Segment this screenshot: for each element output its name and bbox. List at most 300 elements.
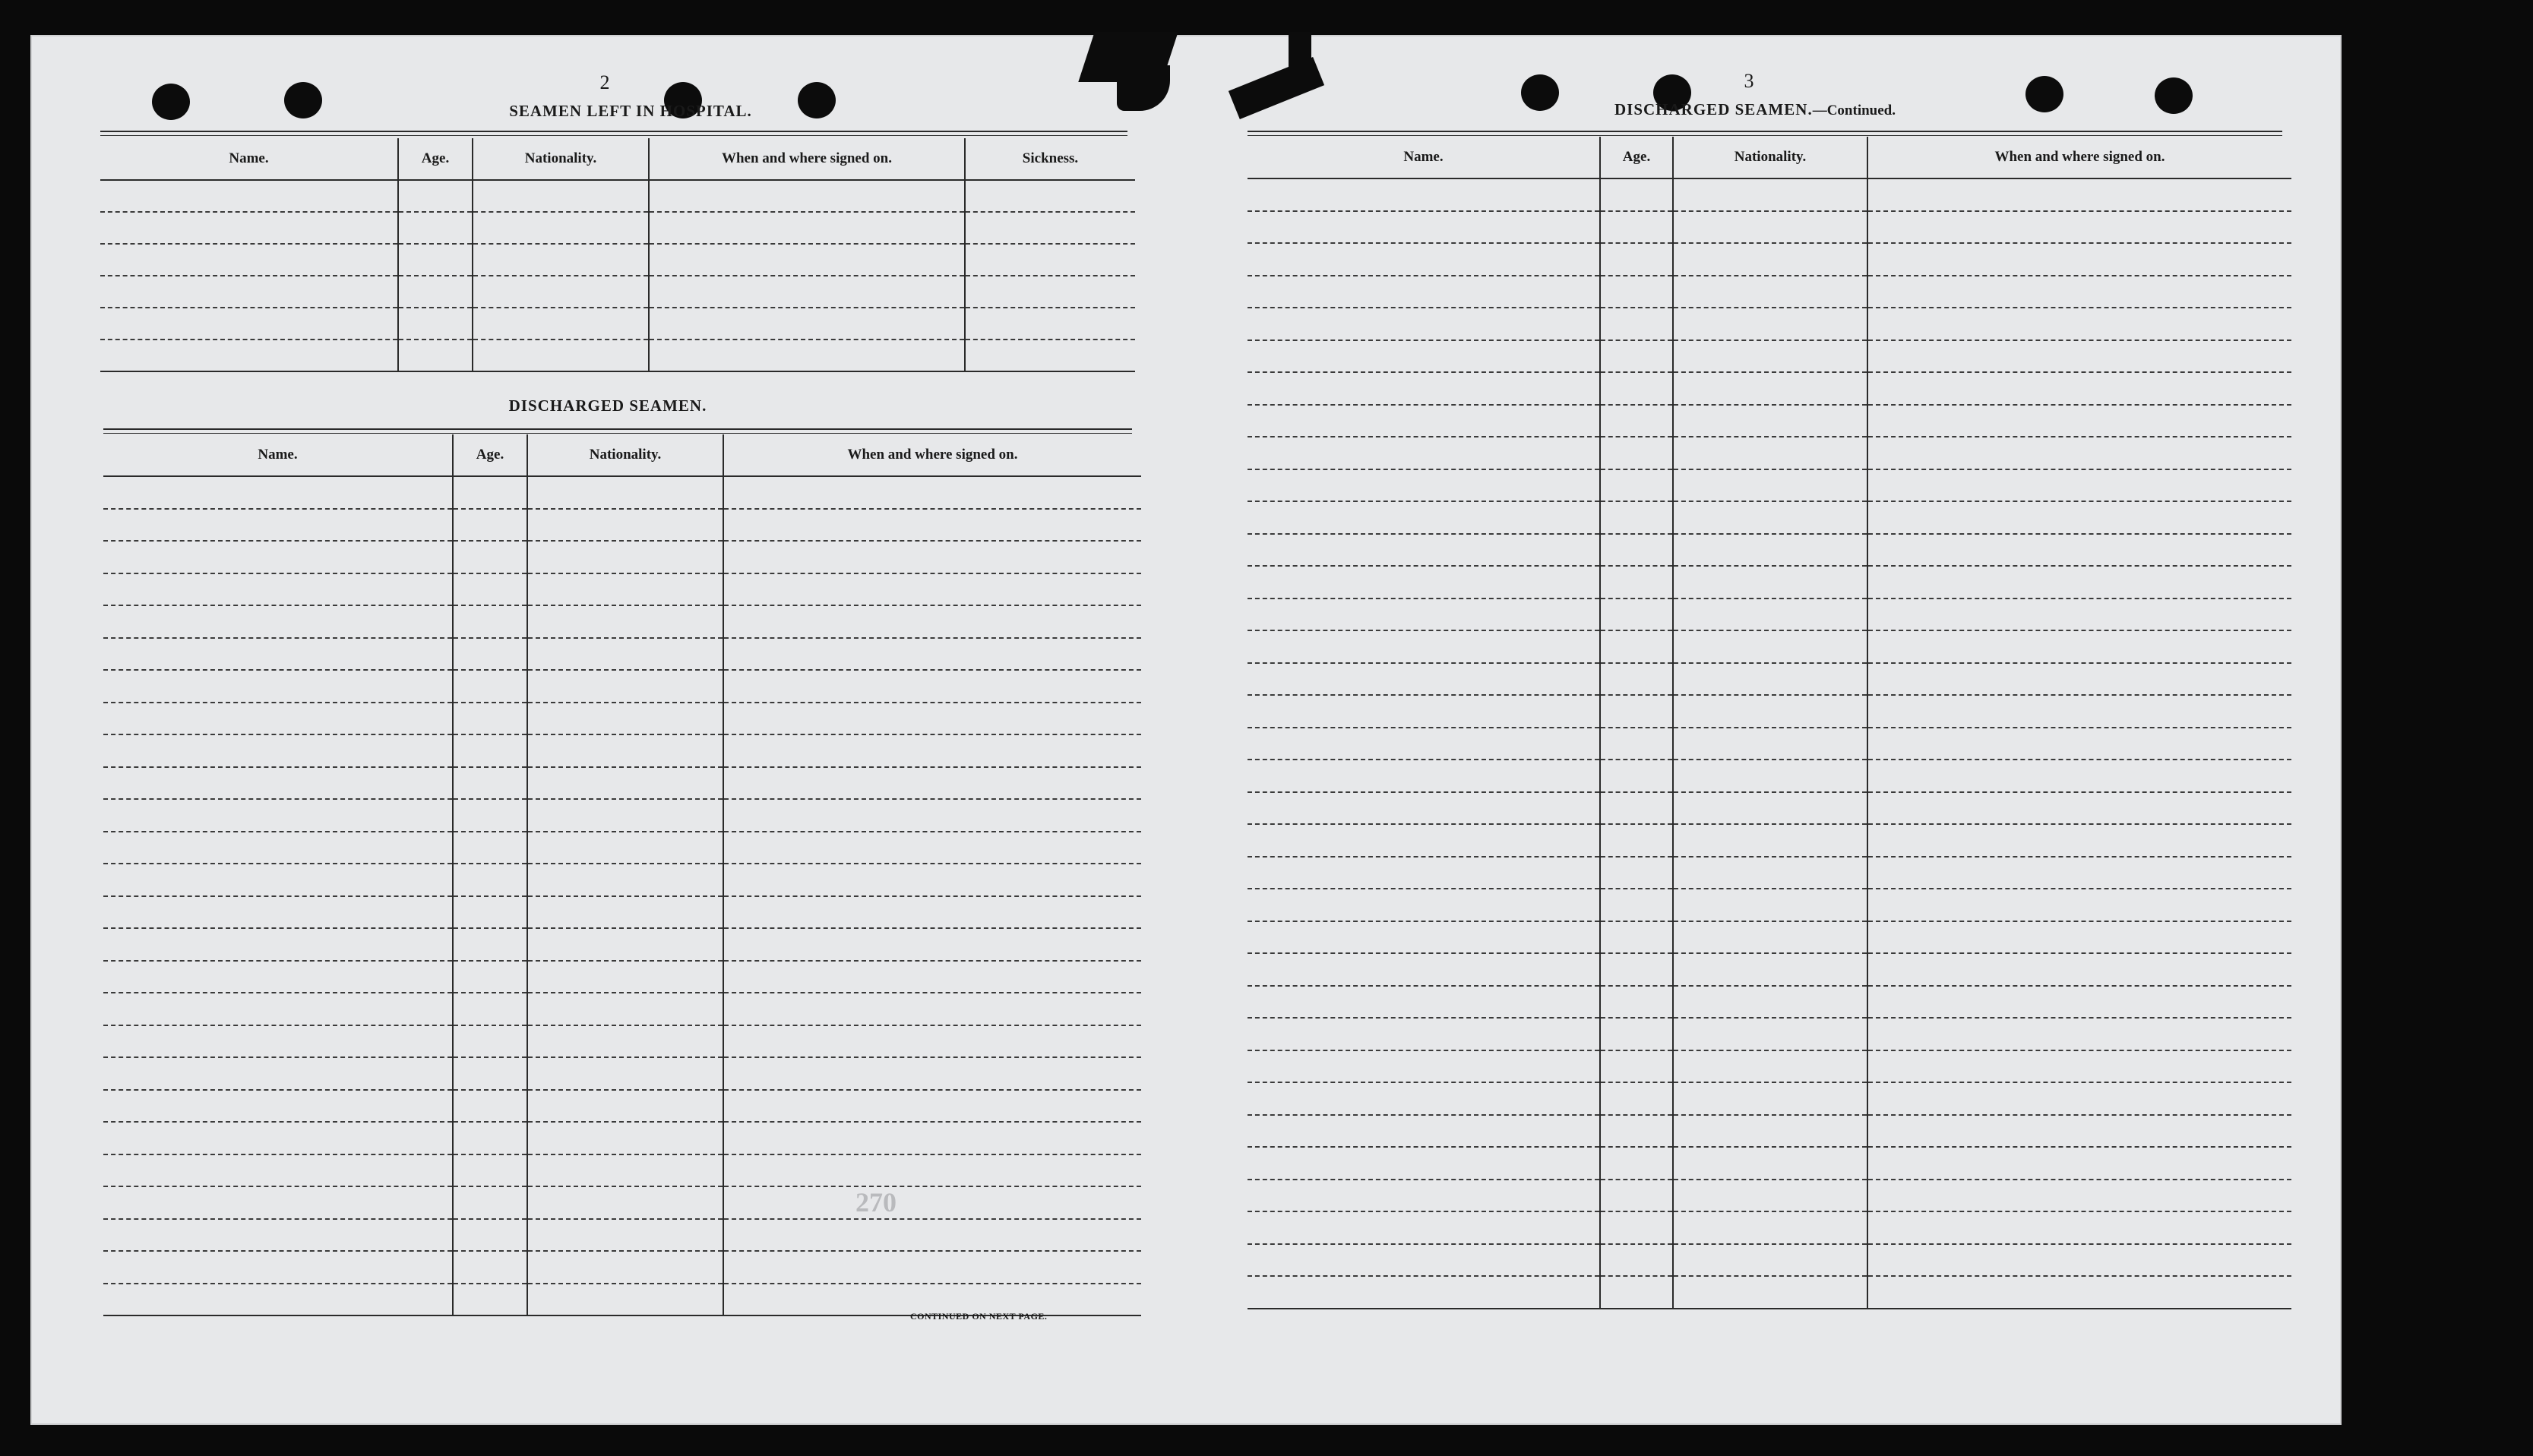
table-cell[interactable]: [453, 1122, 527, 1154]
table-row: [103, 993, 1141, 1025]
table-cell[interactable]: [527, 638, 723, 671]
table-cell[interactable]: [1248, 889, 1600, 921]
table-cell[interactable]: [527, 1186, 723, 1219]
table-cell[interactable]: [723, 832, 1141, 864]
table-cell[interactable]: [398, 180, 473, 212]
table-cell[interactable]: [1600, 760, 1673, 792]
table-cell[interactable]: [453, 509, 527, 542]
table-cell[interactable]: [1600, 534, 1673, 567]
table-cell[interactable]: [1248, 1211, 1600, 1244]
table-cell[interactable]: [100, 308, 398, 340]
table-cell[interactable]: [1867, 599, 2291, 631]
table-cell[interactable]: [1248, 340, 1600, 373]
table-cell[interactable]: [965, 180, 1135, 212]
table-cell[interactable]: [1600, 1244, 1673, 1277]
table-cell[interactable]: [1673, 501, 1867, 534]
table-cell[interactable]: [965, 340, 1135, 371]
table-cell[interactable]: [398, 244, 473, 276]
table-cell[interactable]: [453, 896, 527, 929]
hospital-col-sickness: Sickness.: [965, 138, 1135, 180]
table-cell[interactable]: [453, 638, 527, 671]
table-cell[interactable]: [1600, 178, 1673, 211]
table-cell[interactable]: [1673, 921, 1867, 954]
table-cell[interactable]: [723, 1090, 1141, 1123]
table-cell[interactable]: [649, 276, 965, 308]
table-row: [1248, 889, 2291, 921]
table-cell[interactable]: [723, 961, 1141, 993]
table-cell[interactable]: [103, 961, 453, 993]
table-cell[interactable]: [1600, 953, 1673, 986]
table-cell[interactable]: [1867, 1276, 2291, 1309]
table-cell[interactable]: [103, 1154, 453, 1187]
table-cell[interactable]: [473, 180, 649, 212]
table-cell[interactable]: [527, 1057, 723, 1090]
table-cell[interactable]: [453, 864, 527, 896]
table-cell[interactable]: [103, 703, 453, 735]
table-cell[interactable]: [1600, 792, 1673, 825]
table-cell[interactable]: [1673, 1180, 1867, 1212]
table-cell[interactable]: [1673, 857, 1867, 889]
table-cell[interactable]: [1867, 1115, 2291, 1148]
table-row: [1248, 276, 2291, 308]
table-cell[interactable]: [1600, 824, 1673, 857]
table-cell[interactable]: [723, 928, 1141, 961]
table-cell[interactable]: [723, 509, 1141, 542]
table-cell[interactable]: [1248, 1082, 1600, 1115]
table-cell[interactable]: [1248, 599, 1600, 631]
table-cell[interactable]: [103, 476, 453, 509]
table-cell[interactable]: [1673, 760, 1867, 792]
table-cell[interactable]: [1867, 630, 2291, 663]
table-cell[interactable]: [103, 993, 453, 1025]
table-cell[interactable]: [723, 670, 1141, 703]
table-cell[interactable]: [527, 703, 723, 735]
table-cell[interactable]: [1248, 663, 1600, 696]
table-cell[interactable]: [1600, 1211, 1673, 1244]
table-row: [1248, 1211, 2291, 1244]
table-cell[interactable]: [1673, 243, 1867, 276]
table-cell[interactable]: [100, 244, 398, 276]
table-cell[interactable]: [723, 1057, 1141, 1090]
table-cell[interactable]: [527, 1122, 723, 1154]
table-cell[interactable]: [723, 703, 1141, 735]
table-cell[interactable]: [1600, 1050, 1673, 1083]
table-cell[interactable]: [965, 308, 1135, 340]
table-cell[interactable]: [1248, 534, 1600, 567]
table-row: [103, 928, 1141, 961]
table-cell[interactable]: [1867, 178, 2291, 211]
table-row: [1248, 469, 2291, 502]
table-cell[interactable]: [1673, 178, 1867, 211]
table-cell[interactable]: [1867, 792, 2291, 825]
table-cell[interactable]: [1248, 437, 1600, 469]
table-cell[interactable]: [527, 509, 723, 542]
table-cell[interactable]: [103, 767, 453, 800]
table-cell[interactable]: [1673, 1211, 1867, 1244]
table-cell[interactable]: [723, 767, 1141, 800]
table-cell[interactable]: [453, 832, 527, 864]
table-cell[interactable]: [1248, 178, 1600, 211]
table-cell[interactable]: [1673, 437, 1867, 469]
table-cell[interactable]: [1600, 372, 1673, 405]
table-cell[interactable]: [723, 1122, 1141, 1154]
table-cell[interactable]: [527, 734, 723, 767]
table-cell[interactable]: [103, 896, 453, 929]
table-cell[interactable]: [100, 340, 398, 371]
table-cell[interactable]: [527, 799, 723, 832]
table-cell[interactable]: [1248, 824, 1600, 857]
table-cell[interactable]: [1600, 663, 1673, 696]
table-cell[interactable]: [649, 340, 965, 371]
table-cell[interactable]: [1673, 1082, 1867, 1115]
table-cell[interactable]: [453, 1025, 527, 1058]
table-cell[interactable]: [103, 1251, 453, 1284]
table-cell[interactable]: [1867, 308, 2291, 340]
table-cell[interactable]: [1600, 921, 1673, 954]
table-cell[interactable]: [1867, 405, 2291, 437]
table-cell[interactable]: [1867, 372, 2291, 405]
table-row: [1248, 599, 2291, 631]
table-row: [103, 864, 1141, 896]
table-cell[interactable]: [527, 928, 723, 961]
table-cell[interactable]: [1673, 1050, 1867, 1083]
table-cell[interactable]: [1248, 308, 1600, 340]
table-cell[interactable]: [103, 1122, 453, 1154]
table-cell[interactable]: [1248, 986, 1600, 1019]
table-row: [1248, 1050, 2291, 1083]
table-cell[interactable]: [1600, 243, 1673, 276]
table-cell[interactable]: [527, 1090, 723, 1123]
table-cell[interactable]: [1867, 695, 2291, 728]
table-cell[interactable]: [1248, 1147, 1600, 1180]
table-cell[interactable]: [103, 509, 453, 542]
table-cell[interactable]: [103, 1219, 453, 1252]
table-cell[interactable]: [527, 605, 723, 638]
table-cell[interactable]: [1673, 1115, 1867, 1148]
table-cell[interactable]: [1673, 889, 1867, 921]
table-cell[interactable]: [453, 1154, 527, 1187]
table-cell[interactable]: [1600, 599, 1673, 631]
table-cell[interactable]: [723, 541, 1141, 573]
table-cell[interactable]: [723, 864, 1141, 896]
table-cell[interactable]: [103, 832, 453, 864]
table-cell[interactable]: [398, 340, 473, 371]
table-cell[interactable]: [103, 1090, 453, 1123]
table-cell[interactable]: [723, 1251, 1141, 1284]
table-cell[interactable]: [527, 1251, 723, 1284]
table-cell[interactable]: [1673, 824, 1867, 857]
table-cell[interactable]: [1867, 1211, 2291, 1244]
table-cell[interactable]: [103, 1025, 453, 1058]
table-cell[interactable]: [1600, 1276, 1673, 1309]
table-cell[interactable]: [398, 212, 473, 244]
torn-edge: [1289, 32, 1311, 85]
table-cell[interactable]: [723, 896, 1141, 929]
title-continued: —Continued.: [1812, 103, 1896, 118]
table-cell[interactable]: [453, 703, 527, 735]
table-row: [103, 734, 1141, 767]
table-cell[interactable]: [1867, 1082, 2291, 1115]
table-cell[interactable]: [103, 1057, 453, 1090]
table-cell[interactable]: [453, 605, 527, 638]
table-cell[interactable]: [527, 573, 723, 606]
table-cell[interactable]: [100, 276, 398, 308]
table-cell[interactable]: [1673, 986, 1867, 1019]
table-cell[interactable]: [1673, 308, 1867, 340]
table-cell[interactable]: [1248, 760, 1600, 792]
table-cell[interactable]: [453, 1251, 527, 1284]
table-cell[interactable]: [1248, 1244, 1600, 1277]
table-cell[interactable]: [723, 993, 1141, 1025]
table-cell[interactable]: [1600, 276, 1673, 308]
table-cell[interactable]: [473, 308, 649, 340]
table-cell[interactable]: [527, 1219, 723, 1252]
table-cell[interactable]: [453, 993, 527, 1025]
table-cell[interactable]: [1600, 1180, 1673, 1212]
table-cell[interactable]: [453, 1186, 527, 1219]
table-cell[interactable]: [103, 734, 453, 767]
table-cell[interactable]: [1867, 824, 2291, 857]
table-cell[interactable]: [1673, 405, 1867, 437]
table-cell[interactable]: [1248, 792, 1600, 825]
table-cell[interactable]: [1867, 728, 2291, 760]
table-cell[interactable]: [1673, 599, 1867, 631]
table-cell[interactable]: [1600, 405, 1673, 437]
table-cell[interactable]: [473, 276, 649, 308]
table-cell[interactable]: [1673, 695, 1867, 728]
table-cell[interactable]: [965, 244, 1135, 276]
table-cell[interactable]: [1248, 372, 1600, 405]
table-cell[interactable]: [1673, 372, 1867, 405]
table-cell[interactable]: [398, 276, 473, 308]
table-cell[interactable]: [527, 767, 723, 800]
table-cell[interactable]: [100, 180, 398, 212]
table-cell[interactable]: [1673, 340, 1867, 373]
table-cell[interactable]: [473, 212, 649, 244]
table-cell[interactable]: [1673, 1276, 1867, 1309]
discharged-continued-title: [1519, 100, 1991, 119]
table-cell[interactable]: [1673, 953, 1867, 986]
table-cell[interactable]: [1600, 566, 1673, 599]
table-cell[interactable]: [453, 541, 527, 573]
table-cell[interactable]: [103, 1284, 453, 1316]
table-cell[interactable]: [1867, 921, 2291, 954]
table-cell[interactable]: [723, 605, 1141, 638]
table-cell[interactable]: [1600, 437, 1673, 469]
table-cell[interactable]: [1867, 1018, 2291, 1050]
table-cell[interactable]: [1867, 243, 2291, 276]
table-cell[interactable]: [1600, 695, 1673, 728]
table-cell[interactable]: [1600, 469, 1673, 502]
table-cell[interactable]: [1600, 728, 1673, 760]
table-cell[interactable]: [649, 212, 965, 244]
table-cell[interactable]: [965, 276, 1135, 308]
table-cell[interactable]: [1867, 534, 2291, 567]
table-row: [1248, 211, 2291, 244]
table-cell[interactable]: [1673, 534, 1867, 567]
table-cell[interactable]: [1248, 921, 1600, 954]
table-cell[interactable]: [103, 1186, 453, 1219]
table-cell[interactable]: [453, 573, 527, 606]
table-cell[interactable]: [1248, 276, 1600, 308]
table-cell[interactable]: [453, 670, 527, 703]
table-cell[interactable]: [1867, 276, 2291, 308]
table-cell[interactable]: [1867, 953, 2291, 986]
table-row: [1248, 857, 2291, 889]
table-cell[interactable]: [1867, 760, 2291, 792]
table-row: [1248, 728, 2291, 760]
table-cell[interactable]: [527, 896, 723, 929]
table-cell[interactable]: [453, 1057, 527, 1090]
table-cell[interactable]: [1248, 1180, 1600, 1212]
table-cell[interactable]: [723, 1219, 1141, 1252]
table-cell[interactable]: [723, 734, 1141, 767]
table-cell[interactable]: [1673, 1244, 1867, 1277]
table-cell[interactable]: [1600, 630, 1673, 663]
table-cell[interactable]: [1867, 1180, 2291, 1212]
table-cell[interactable]: [723, 799, 1141, 832]
table-row: [103, 1090, 1141, 1123]
table-cell[interactable]: [103, 670, 453, 703]
table-cell[interactable]: [527, 1154, 723, 1187]
table-cell[interactable]: [723, 1025, 1141, 1058]
table-cell[interactable]: [100, 212, 398, 244]
table-cell[interactable]: [1248, 469, 1600, 502]
table-cell[interactable]: [453, 767, 527, 800]
table-cell[interactable]: [103, 928, 453, 961]
table-cell[interactable]: [723, 573, 1141, 606]
table-cell[interactable]: [1867, 889, 2291, 921]
table-cell[interactable]: [1867, 857, 2291, 889]
table-cell[interactable]: [453, 1219, 527, 1252]
table-cell[interactable]: [1248, 211, 1600, 244]
table-cell[interactable]: [527, 832, 723, 864]
table-cell[interactable]: [1673, 566, 1867, 599]
table-cell[interactable]: [527, 476, 723, 509]
table-cell[interactable]: [1867, 566, 2291, 599]
table-cell[interactable]: [1248, 1018, 1600, 1050]
table-cell[interactable]: [103, 541, 453, 573]
table-cell[interactable]: [453, 961, 527, 993]
table-cell[interactable]: [723, 638, 1141, 671]
table-cell[interactable]: [1673, 728, 1867, 760]
table-cell[interactable]: [1248, 953, 1600, 986]
table-row: [1248, 243, 2291, 276]
table-cell[interactable]: [1248, 695, 1600, 728]
table-cell[interactable]: [1600, 1018, 1673, 1050]
table-cell[interactable]: [1248, 1276, 1600, 1309]
table-cell[interactable]: [1673, 792, 1867, 825]
table-cell[interactable]: [453, 799, 527, 832]
discharged-col-name: Name.: [103, 434, 453, 476]
table-cell[interactable]: [1600, 1115, 1673, 1148]
table-cell[interactable]: [1673, 211, 1867, 244]
table-cell[interactable]: [527, 670, 723, 703]
table-cell[interactable]: [723, 1154, 1141, 1187]
table-cell[interactable]: [453, 476, 527, 509]
table-cell[interactable]: [1673, 1018, 1867, 1050]
table-cell[interactable]: [1600, 211, 1673, 244]
table-cell[interactable]: [1867, 1147, 2291, 1180]
table-cell[interactable]: [649, 308, 965, 340]
table-cell[interactable]: [103, 605, 453, 638]
table-cell[interactable]: [453, 1090, 527, 1123]
table-cell[interactable]: [1673, 276, 1867, 308]
table-cell[interactable]: [1867, 1050, 2291, 1083]
table-cell[interactable]: [1248, 857, 1600, 889]
table-cell[interactable]: [649, 244, 965, 276]
table-cell[interactable]: [1600, 889, 1673, 921]
table-cell[interactable]: [527, 961, 723, 993]
table-cell[interactable]: [527, 993, 723, 1025]
table-cell[interactable]: [1600, 340, 1673, 373]
table-cell[interactable]: [1248, 501, 1600, 534]
punch-hole: [152, 84, 190, 120]
table-cell[interactable]: [1248, 630, 1600, 663]
table-cell[interactable]: [1867, 986, 2291, 1019]
table-row: [103, 1122, 1141, 1154]
table-cell[interactable]: [1248, 728, 1600, 760]
table-cell[interactable]: [103, 864, 453, 896]
table-cell[interactable]: [473, 340, 649, 371]
table-cell[interactable]: [965, 212, 1135, 244]
table-cell[interactable]: [103, 638, 453, 671]
table-cell[interactable]: [1600, 1147, 1673, 1180]
table-cell[interactable]: [1248, 1115, 1600, 1148]
table-cell[interactable]: [453, 734, 527, 767]
table-cell[interactable]: [1867, 437, 2291, 469]
table-cell[interactable]: [1600, 1082, 1673, 1115]
table-cell[interactable]: [473, 244, 649, 276]
faint-stamp-number: 270: [855, 1187, 897, 1218]
table-cell[interactable]: [723, 1186, 1141, 1219]
table-cell[interactable]: [527, 1284, 723, 1316]
table-cell[interactable]: [1867, 340, 2291, 373]
table-cell[interactable]: [723, 476, 1141, 509]
table-cell[interactable]: [1248, 566, 1600, 599]
table-cell[interactable]: [103, 573, 453, 606]
table-cell[interactable]: [1867, 1244, 2291, 1277]
table-row: [1248, 340, 2291, 373]
table-cell[interactable]: [1867, 211, 2291, 244]
table-cell[interactable]: [1600, 308, 1673, 340]
table-cell[interactable]: [1248, 1050, 1600, 1083]
table-cell[interactable]: [1600, 857, 1673, 889]
table-cell[interactable]: [527, 1025, 723, 1058]
discharged-table-right: [1248, 137, 2291, 1309]
table-cell[interactable]: [1673, 663, 1867, 696]
table-cell[interactable]: [1867, 663, 2291, 696]
table-cell[interactable]: [453, 1284, 527, 1316]
table-cell[interactable]: [1600, 501, 1673, 534]
table-cell[interactable]: [1248, 243, 1600, 276]
table-cell[interactable]: [1867, 469, 2291, 502]
table-cell[interactable]: [1673, 630, 1867, 663]
table-cell[interactable]: [1673, 469, 1867, 502]
table-cell[interactable]: [453, 928, 527, 961]
table-row: [103, 573, 1141, 606]
table-cell[interactable]: [1600, 986, 1673, 1019]
table-cell[interactable]: [527, 541, 723, 573]
table-cell[interactable]: [527, 864, 723, 896]
table-cell[interactable]: [1673, 1147, 1867, 1180]
table-cell[interactable]: [398, 308, 473, 340]
table-cell[interactable]: [103, 799, 453, 832]
table-cell[interactable]: [649, 180, 965, 212]
table-cell[interactable]: [1248, 405, 1600, 437]
table-row: [1248, 986, 2291, 1019]
table-cell[interactable]: [1867, 501, 2291, 534]
